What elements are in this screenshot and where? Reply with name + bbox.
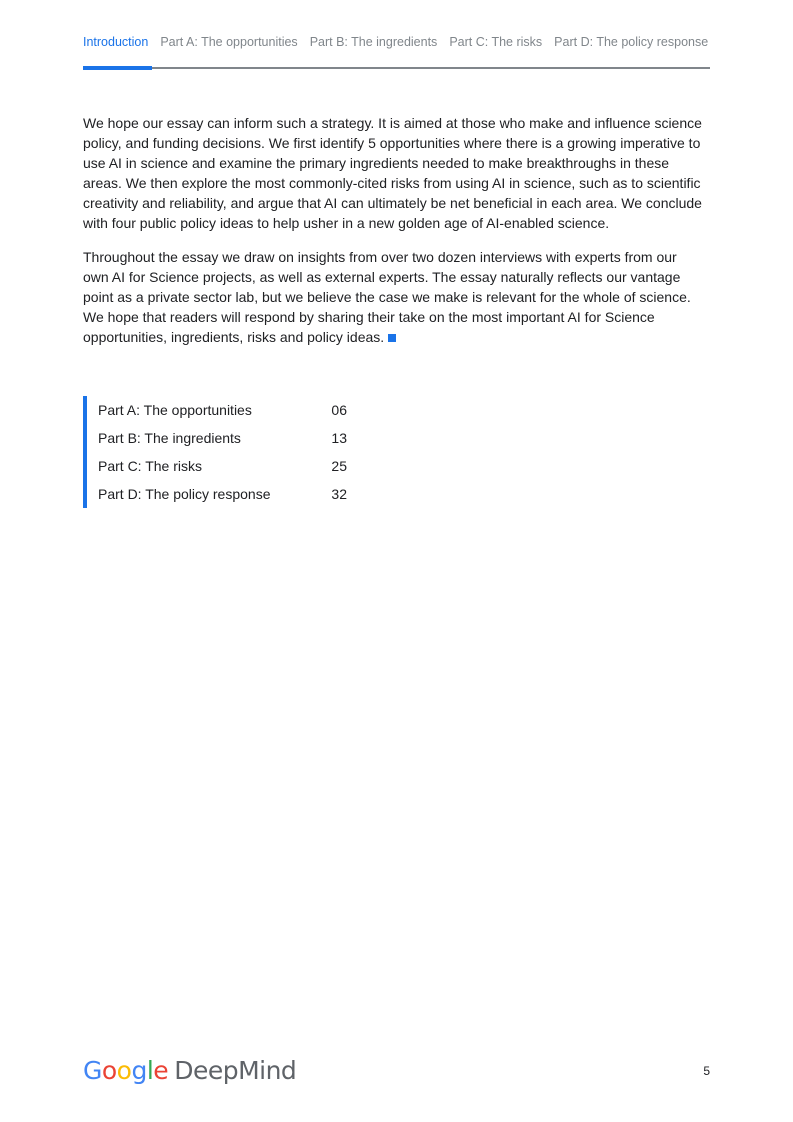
page-number: 5 [703, 1064, 710, 1078]
toc-item-part-c[interactable] [98, 452, 353, 480]
google-deepmind-logo: Google DeepMind [83, 1056, 297, 1085]
toc-item-page: 32 [331, 486, 347, 502]
toc-item-page: 06 [331, 402, 347, 418]
toc-item-part-a[interactable] [98, 396, 353, 424]
tab-part-a[interactable]: Part A: The opportunities [160, 35, 298, 49]
toc-item-label: Part B: The ingredients [98, 430, 241, 446]
tab-part-d[interactable]: Part D: The policy response [554, 35, 709, 49]
toc-item-page: 13 [331, 430, 347, 446]
paragraph-1: We hope our essay can inform such a strategy. It is aimed at those who make and influence science policy, and funding decisions. We first identify 5 opportunities where there is a growing imperative to use AI in science and examine the primary ingredients needed to make breakthroughs in these areas. We then explore the most commonly-cited risks from using AI in science, such as to scientific creativity and reliability, and argue that AI can ultimately be net beneficial in each area. We conclude with four public policy ideas to help usher in a new golden age of AI-enabled science. [83, 115, 702, 231]
section-nav [83, 33, 710, 69]
table-of-contents [83, 396, 353, 508]
nav-active-indicator [83, 66, 152, 70]
toc-item-part-b[interactable] [98, 424, 353, 452]
tab-part-b[interactable]: Part B: The ingredients [309, 35, 438, 49]
toc-item-label: Part A: The opportunities [98, 402, 252, 418]
body-text [83, 113, 703, 361]
tab-introduction[interactable]: Introduction [83, 35, 149, 49]
toc-item-page: 25 [331, 458, 347, 474]
toc-item-label: Part C: The risks [98, 458, 202, 474]
paragraph-2: Throughout the essay we draw on insights from over two dozen interviews with experts from our own AI for Science projects, as well as external experts. The essay naturally reflects our vantage point as a private sector lab, but we believe the case we make is relevant for the whole of science. We hope that readers will respond by sharing their take on the most important AI for Science opportunities, ingredients, risks and policy ideas. [83, 249, 691, 345]
end-mark-icon [388, 334, 396, 342]
nav-divider [83, 67, 710, 69]
tab-part-c[interactable]: Part C: The risks [449, 35, 543, 49]
toc-item-label: Part D: The policy response [98, 486, 271, 502]
toc-item-part-d[interactable] [98, 480, 353, 508]
